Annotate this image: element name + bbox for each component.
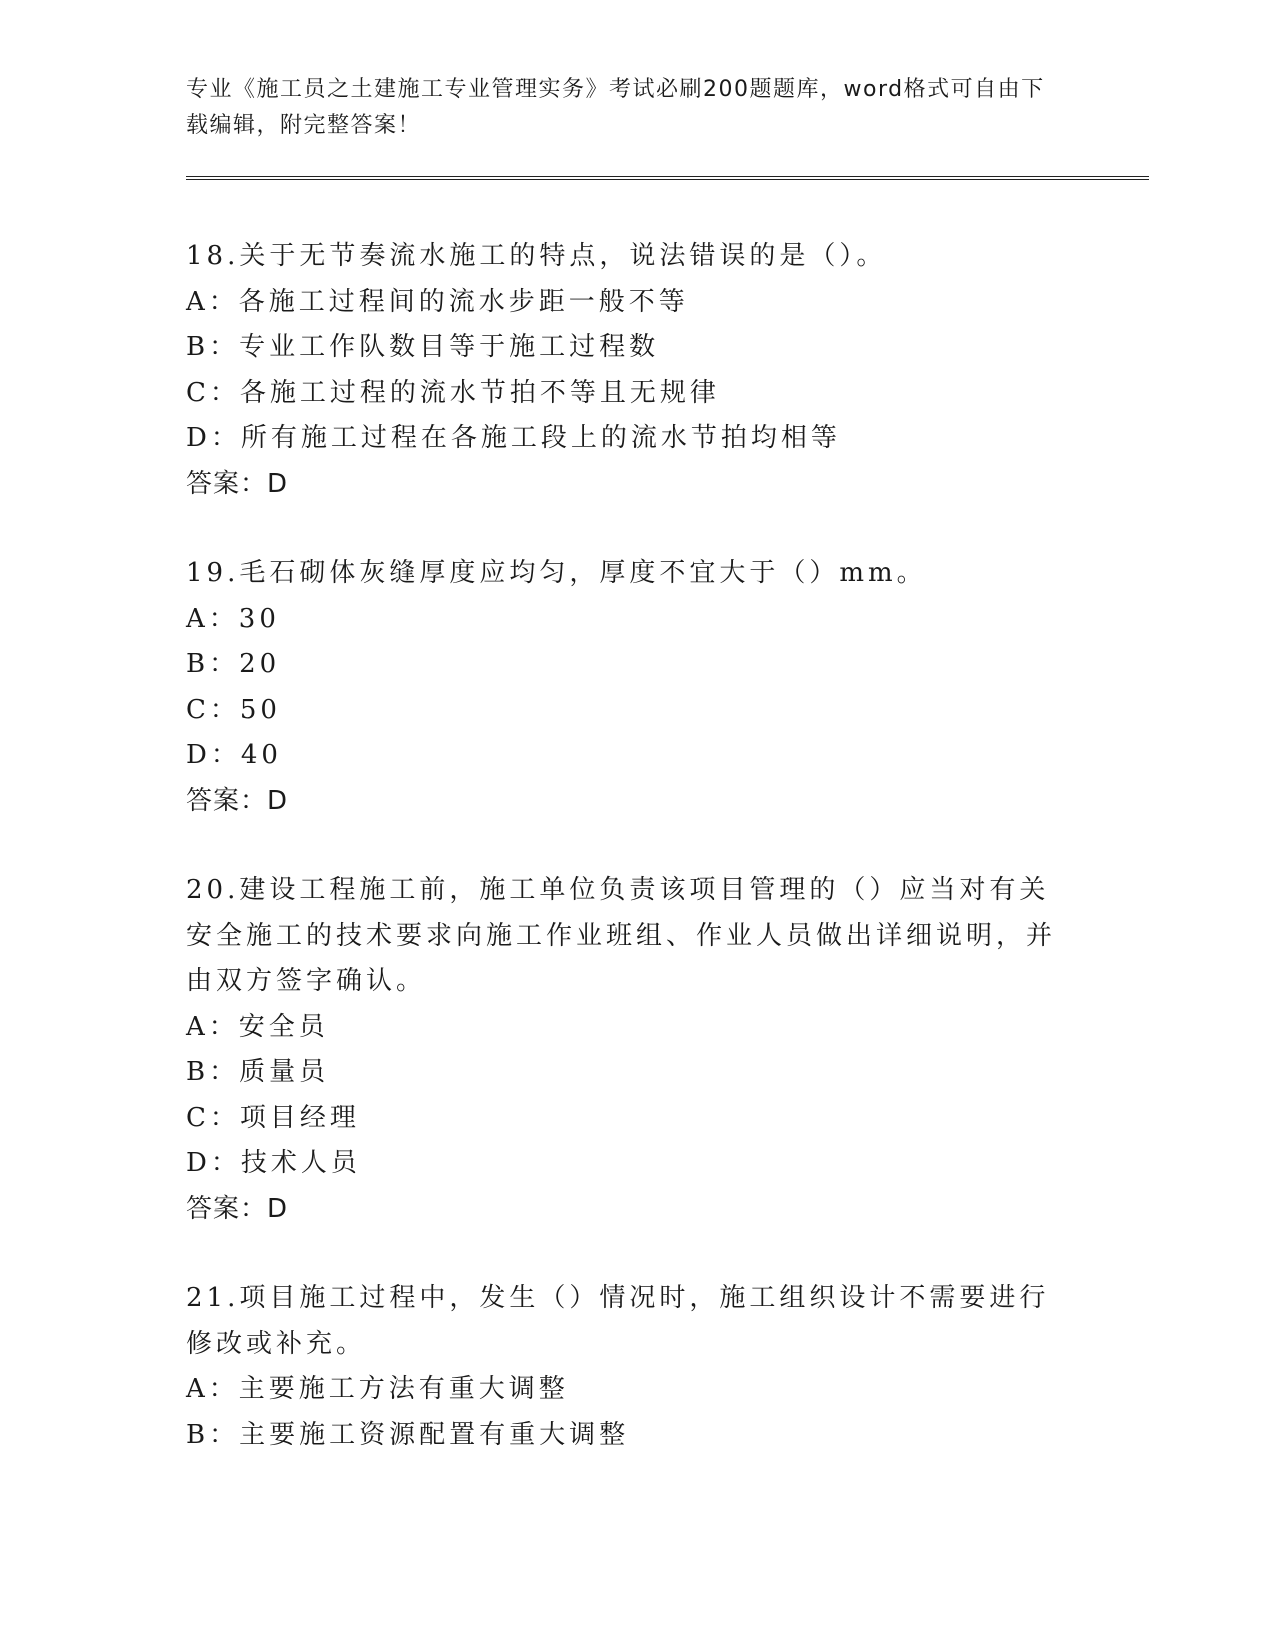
- option-a: A：主要施工方法有重大调整: [186, 1374, 569, 1404]
- option-a: A：30: [186, 603, 280, 634]
- option-b: B：20: [186, 649, 281, 679]
- question-stem: 21.项目施工过程中，发生（）情况时，施工组织设计不需要进行修改或补充。: [186, 1283, 1050, 1359]
- option-b: B：专业工作队数目等于施工过程数: [186, 332, 660, 362]
- question-stem: 20.建设工程施工前，施工单位负责该项目管理的（）应当对有关安全施工的技术要求向施工作业班组、作业人员做出详细说明，并由双方签字确认。: [186, 875, 1057, 996]
- option-b: B：质量员: [186, 1057, 330, 1087]
- option-d: D：40: [186, 740, 282, 770]
- option-a: A：安全员: [186, 1011, 329, 1042]
- option-a: A：各施工过程间的流水步距一般不等: [186, 286, 689, 317]
- answer: 答案：D: [186, 785, 289, 816]
- question-21: [186, 1276, 1086, 1458]
- option-d: D：技术人员: [186, 1148, 361, 1178]
- question-list: [186, 234, 1086, 1502]
- option-c: C：项目经理: [186, 1102, 360, 1133]
- question-20: [186, 868, 1086, 1232]
- option-c: C：50: [186, 694, 281, 725]
- document-header: [186, 72, 1066, 144]
- question-stem: 19.毛石砌体灰缝厚度应均匀，厚度不宜大于（）mm。: [186, 558, 927, 588]
- question-19: [186, 551, 1086, 824]
- header-text: 专业《施工员之土建施工专业管理实务》考试必刷200题题库，word格式可自由下载编辑，附完整答案！: [186, 77, 1045, 138]
- question-18: [186, 234, 1086, 507]
- option-b: B：主要施工资源配置有重大调整: [186, 1419, 630, 1450]
- answer: 答案：D: [186, 1193, 289, 1224]
- option-d: D：所有施工过程在各施工段上的流水节拍均相等: [186, 423, 841, 453]
- answer: 答案：D: [186, 468, 289, 499]
- header-divider: [186, 176, 1149, 180]
- option-c: C：各施工过程的流水节拍不等且无规律: [186, 377, 720, 408]
- question-stem: 18.关于无节奏流水施工的特点，说法错误的是（）。: [186, 241, 887, 271]
